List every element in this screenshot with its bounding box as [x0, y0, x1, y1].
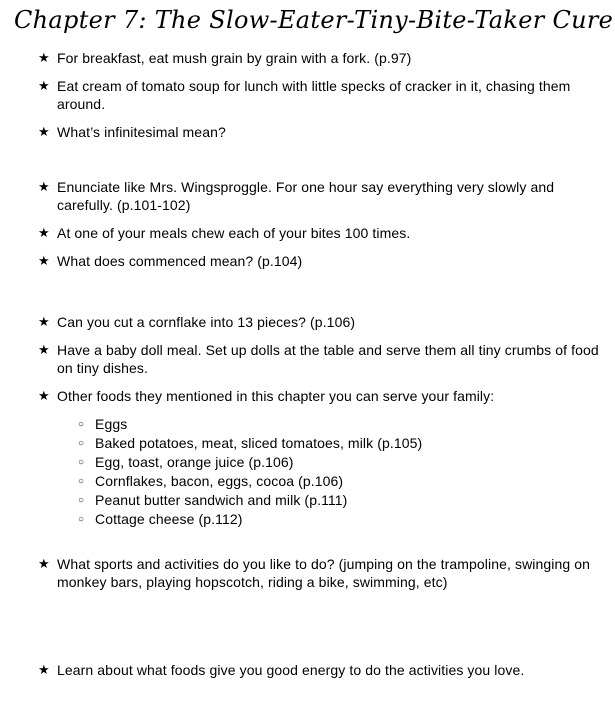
list-item-text: Have a baby doll meal. Set up dolls at the table and serve them all tiny crumbs of food on tiny dishes.	[57, 342, 599, 376]
star-bullet-icon: ★	[38, 662, 50, 677]
sub-list-item-text: Cottage cheese (p.112)	[95, 511, 243, 527]
star-bullet-icon: ★	[38, 556, 50, 571]
sub-list-item-text: Eggs	[95, 416, 128, 432]
list-item-text: Eat cream of tomato soup for lunch with little specks of cracker in it, chasing them around.	[57, 78, 571, 112]
sub-list-item	[78, 472, 615, 491]
sub-list-item	[78, 415, 615, 434]
star-bullet-icon: ★	[38, 179, 50, 194]
star-bullet-icon: ★	[38, 78, 50, 93]
list-item	[38, 77, 615, 113]
blank-line	[0, 151, 615, 178]
list-item-text: Other foods they mentioned in this chapter you can serve your family:	[57, 388, 495, 404]
star-bullet-icon: ★	[38, 342, 50, 357]
chapter-title: Chapter 7: The Slow-Eater-Tiny-Bite-Taker Cure	[14, 6, 614, 34]
list-item	[38, 555, 615, 591]
list-item	[38, 387, 615, 405]
star-bullet-icon: ★	[38, 50, 50, 65]
blank-line	[0, 280, 615, 313]
star-bullet-icon: ★	[38, 225, 50, 240]
circle-bullet-icon: ○	[78, 514, 85, 525]
circle-bullet-icon: ○	[78, 457, 85, 468]
star-list	[0, 49, 615, 679]
sub-list-item	[78, 453, 615, 472]
sub-list-item	[78, 491, 615, 510]
list-item-text: What does commenced mean? (p.104)	[57, 253, 303, 269]
list-item-text: Learn about what foods give you good energy to do the activities you love.	[57, 662, 525, 678]
circle-bullet-icon: ○	[78, 419, 85, 430]
list-item-text: Can you cut a cornflake into 13 pieces? (p.106)	[57, 314, 356, 330]
list-item	[38, 123, 615, 141]
sub-list-item	[78, 510, 615, 529]
list-item	[38, 224, 615, 242]
list-item-text: What sports and activities do you like to do? (jumping on the trampoline, swinging on monkey bars, playing hopscotch, riding a bike, swimming, etc)	[57, 556, 591, 590]
sub-list-item	[78, 434, 615, 453]
list-item-text: At one of your meals chew each of your bites 100 times.	[57, 225, 411, 241]
blank-line	[0, 529, 615, 555]
list-item	[38, 178, 615, 214]
list-item	[38, 341, 615, 377]
star-bullet-icon: ★	[38, 314, 50, 329]
sub-list-item-text: Baked potatoes, meat, sliced tomatoes, milk (p.105)	[95, 435, 423, 451]
list-item	[38, 313, 615, 331]
list-item	[38, 252, 615, 270]
list-item-text: Enunciate like Mrs. Wingsproggle. For one hour say everything very slowly and carefully. (p.101-102)	[57, 179, 555, 213]
star-bullet-icon: ★	[38, 253, 50, 268]
circle-bullet-icon: ○	[78, 476, 85, 487]
circle-bullet-icon: ○	[78, 495, 85, 506]
foods-sub-list	[78, 415, 615, 529]
sub-list-item-text: Cornflakes, bacon, eggs, cocoa (p.106)	[95, 473, 344, 489]
star-bullet-icon: ★	[38, 388, 50, 403]
list-item	[38, 661, 615, 679]
sub-list-item-text: Peanut butter sandwich and milk (p.111)	[95, 492, 348, 508]
list-item-text: For breakfast, eat mush grain by grain with a fork. (p.97)	[57, 50, 412, 66]
list-item-text: What’s infinitesimal mean?	[57, 124, 226, 140]
list-item	[38, 49, 615, 67]
sub-list-item-text: Egg, toast, orange juice (p.106)	[95, 454, 294, 470]
star-bullet-icon: ★	[38, 124, 50, 139]
circle-bullet-icon: ○	[78, 438, 85, 449]
blank-line	[0, 601, 615, 661]
